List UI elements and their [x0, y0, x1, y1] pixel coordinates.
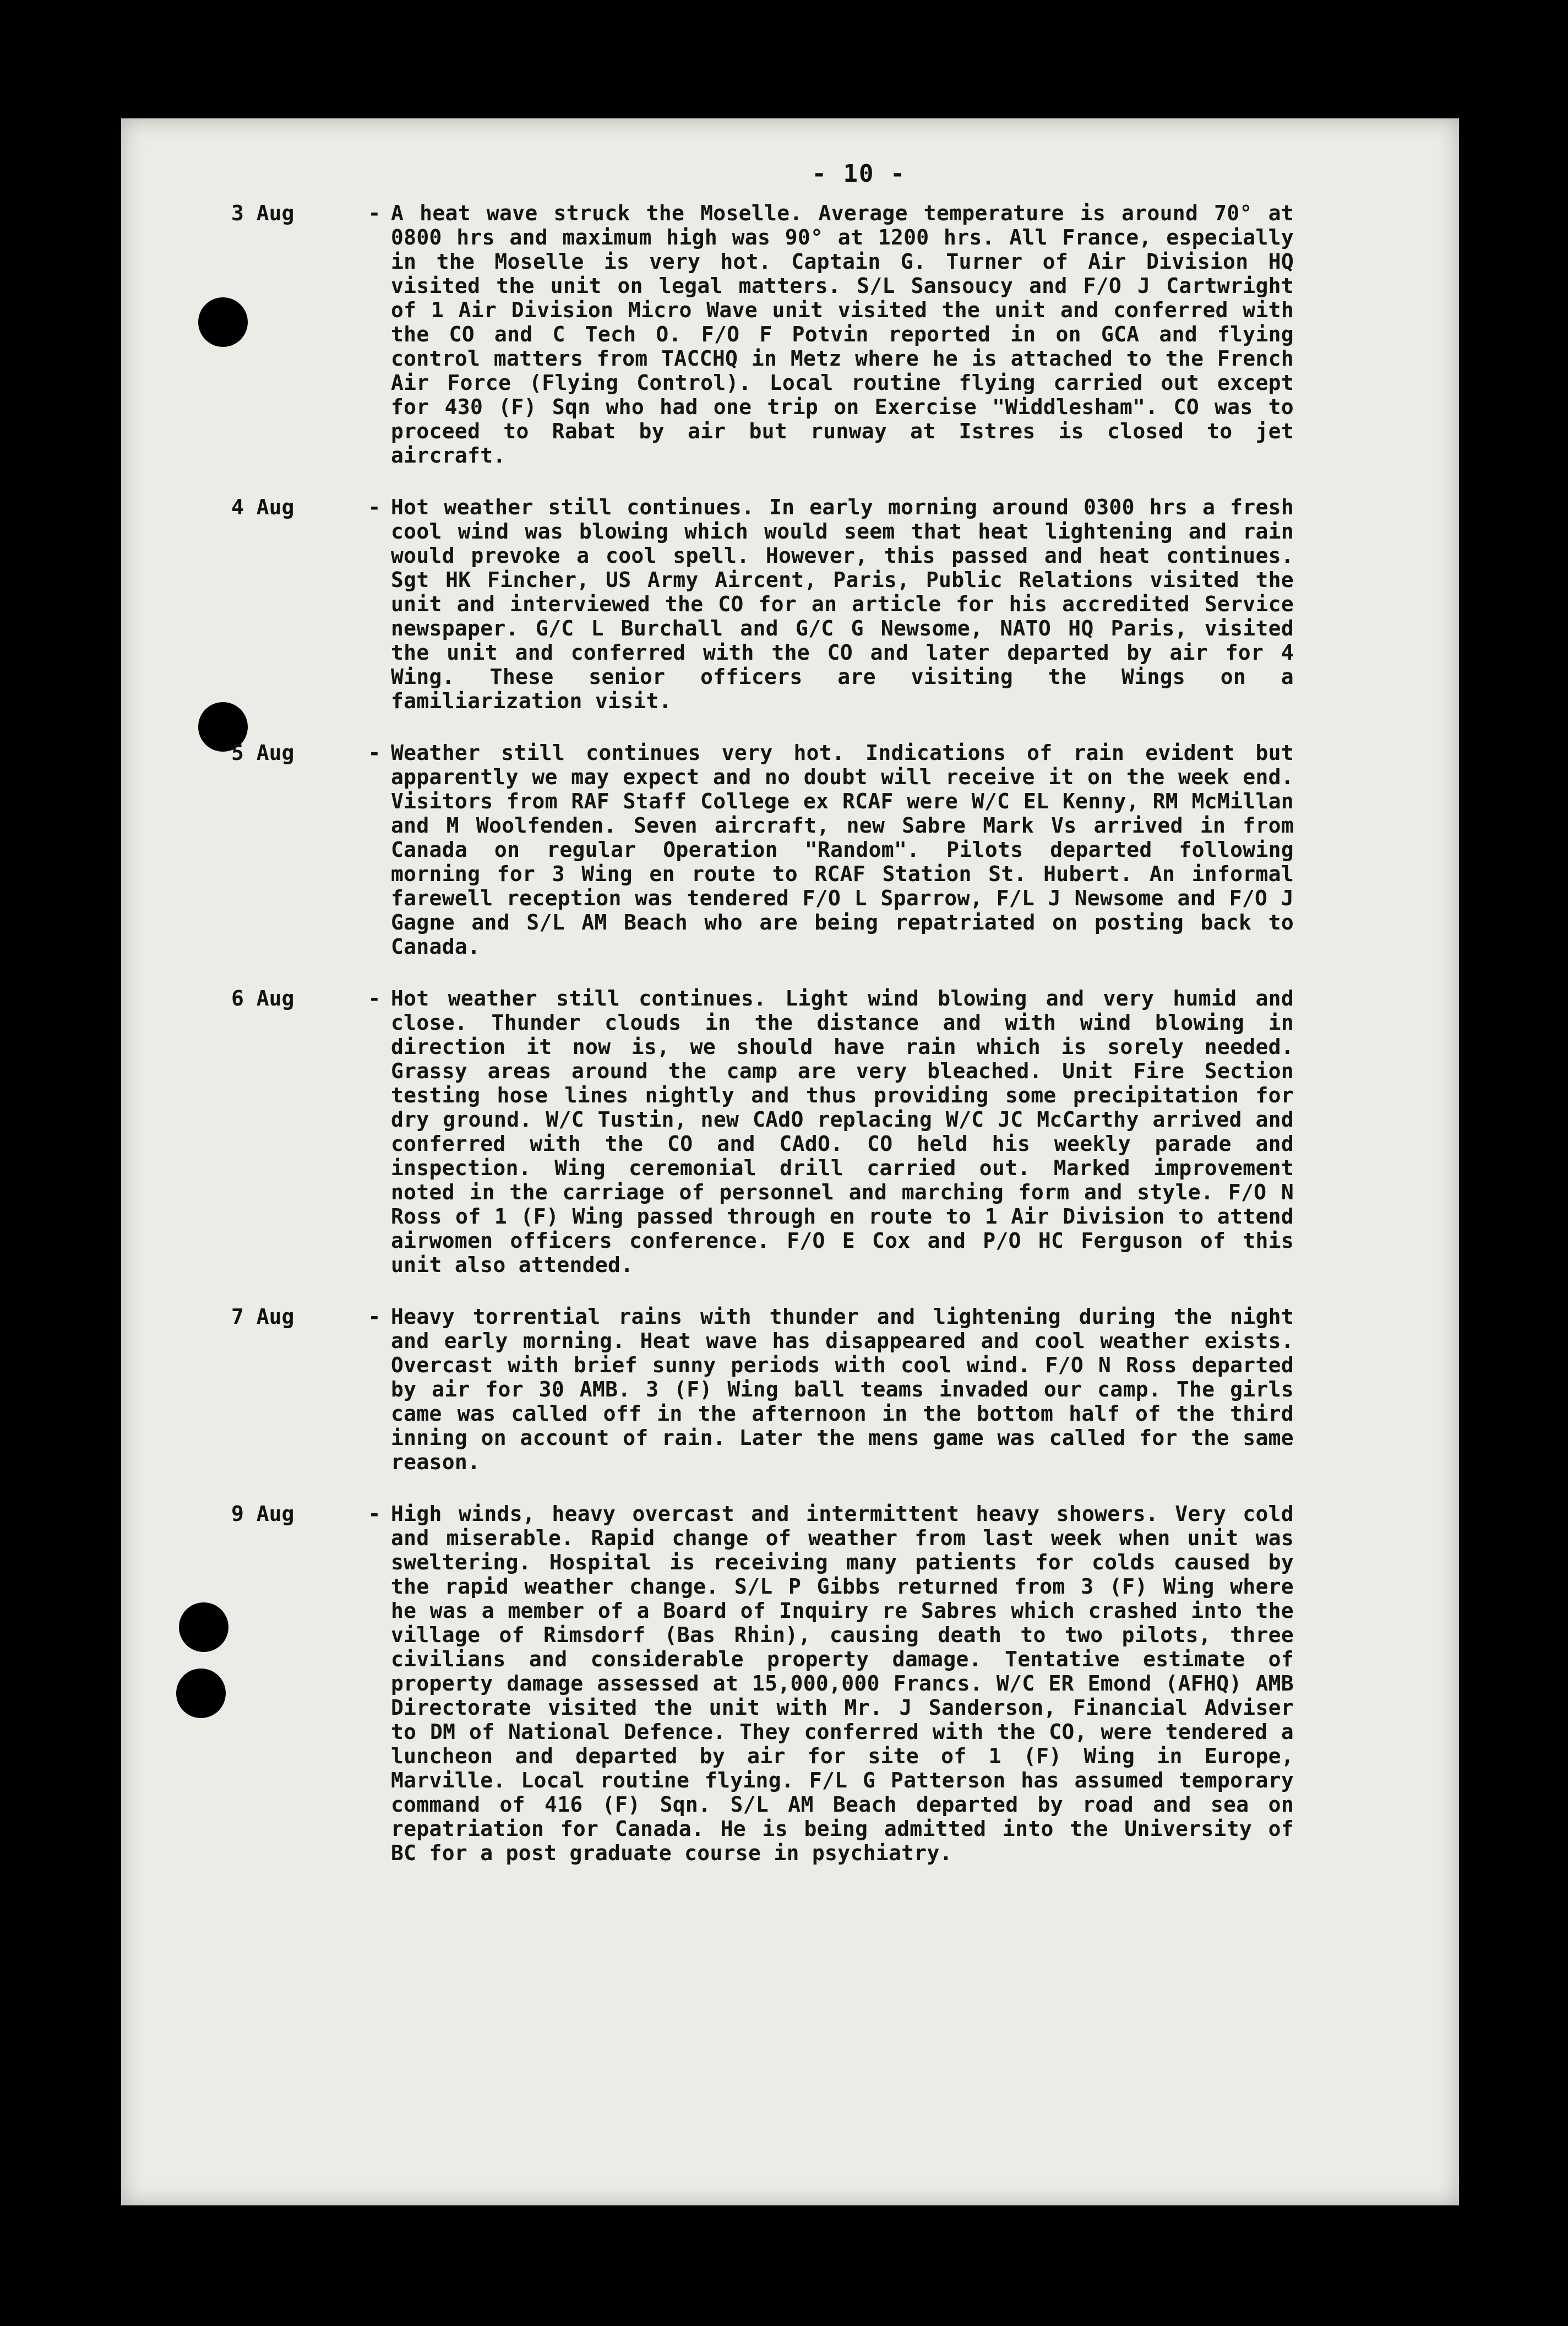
diary-entry: [121, 741, 1459, 959]
diary-entry: [121, 495, 1459, 713]
entry-text: A heat wave struck the Moselle. Average temperature is around 70° at 0800 hrs and maximum high was 90° at 1200 hrs. All France, especially in the Moselle is very hot. Captain G. Turner of Air Division HQ visited the unit on legal matters. S/L Sansoucy and F/O J Cartwright of 1 Air Division Micro Wave unit visited the unit and conferred with the CO and C Tech O. F/O F Potvin reported in on GCA and flying control matters from TACCHQ in Metz where he is attached to the French Air Force (Flying Control). Local routine flying carried out except for 430 (F) Sqn who had one trip on Exercise "Widdlesham". CO was to proceed to Rabat by air but runway at Istres is closed to jet aircraft.: [391, 201, 1294, 468]
document-page: [121, 118, 1459, 2205]
entry-text: Hot weather still continues. Light wind blowing and very humid and close. Thunder clouds in the distance and with wind blowing in direction it now is, we should have rain which is sorely needed. Grassy areas around the camp are very bleached. Unit Fire Section testing hose lines nightly and thus providing some precipitation for dry ground. W/C Tustin, new CAdO replacing W/C JC McCarthy arrived and conferred with the CO and CAdO. CO held his weekly parade and inspection. Wing ceremonial drill carried out. Marked improvement noted in the carriage of personnel and marching form and style. F/O N Ross of 1 (F) Wing passed through en route to 1 Air Division to attend airwomen officers conference. F/O E Cox and P/O HC Ferguson of this unit also attended.: [391, 986, 1294, 1277]
diary-entry: [121, 1305, 1459, 1474]
page-number: - 10 -: [812, 160, 906, 188]
diary-entry: [121, 986, 1459, 1277]
entry-date: 5 Aug: [231, 741, 295, 765]
entry-date: 6 Aug: [231, 986, 295, 1010]
entry-separator: -: [368, 495, 381, 519]
entry-separator: -: [368, 1502, 381, 1526]
entry-text: Weather still continues very hot. Indications of rain evident but apparently we may expect and no doubt will receive it on the week end. Visitors from RAF Staff College ex RCAF were W/C EL Kenny, RM McMillan and M Woolfenden. Seven aircraft, new Sabre Mark Vs arrived in from Canada on regular Operation "Random". Pilots departed following morning for 3 Wing en route to RCAF Station St. Hubert. An informal farewell reception was tendered F/O L Sparrow, F/L J Newsome and F/O J Gagne and S/L AM Beach who are being repatriated on posting back to Canada.: [391, 741, 1294, 959]
entry-text: Hot weather still continues. In early morning around 0300 hrs a fresh cool wind was blowing which would seem that heat lightening and rain would prevoke a cool spell. However, this passed and heat continues. Sgt HK Fincher, US Army Aircent, Paris, Public Relations visited the unit and interviewed the CO for an article for his accredited Service newspaper. G/C L Burchall and G/C G Newsome, NATO HQ Paris, visited the unit and conferred with the CO and later departed by air for 4 Wing. These senior officers are visiting the Wings on a familiarization visit.: [391, 495, 1294, 713]
entry-text: Heavy torrential rains with thunder and lightening during the night and early morning. Heat wave has disappeared and cool weather exists. Overcast with brief sunny periods with cool wind. F/O N Ross departed by air for 30 AMB. 3 (F) Wing ball teams invaded our camp. The girls came was called off in the afternoon in the bottom half of the third inning on account of rain. Later the mens game was called for the same reason.: [391, 1305, 1294, 1474]
entry-separator: -: [368, 741, 381, 765]
diary-entry: [121, 1502, 1459, 1865]
entry-date: 9 Aug: [231, 1502, 295, 1526]
entry-separator: -: [368, 986, 381, 1010]
entry-date: 7 Aug: [231, 1305, 295, 1329]
entry-separator: -: [368, 201, 381, 225]
entry-separator: -: [368, 1305, 381, 1329]
entry-date: 3 Aug: [231, 201, 295, 225]
diary-entry: [121, 201, 1459, 468]
diary-entries: [121, 201, 1459, 1893]
entry-text: High winds, heavy overcast and intermittent heavy showers. Very cold and miserable. Rapid change of weather from last week when unit was sweltering. Hospital is receiving many patients for colds caused by the rapid weather change. S/L P Gibbs returned from 3 (F) Wing where he was a member of a Board of Inquiry re Sabres which crashed into the village of Rimsdorf (Bas Rhin), causing death to two pilots, three civilians and considerable property damage. Tentative estimate of property damage assessed at 15,000,000 Francs. W/C ER Emond (AFHQ) AMB Directorate visited the unit with Mr. J Sanderson, Financial Adviser to DM of National Defence. They conferred with the CO, were tendered a luncheon and departed by air for site of 1 (F) Wing in Europe, Marville. Local routine flying. F/L G Patterson has assumed temporary command of 416 (F) Sqn. S/L AM Beach departed by road and sea on repatriation for Canada. He is being admitted into the University of BC for a post graduate course in psychiatry.: [391, 1502, 1294, 1865]
entry-date: 4 Aug: [231, 495, 295, 519]
